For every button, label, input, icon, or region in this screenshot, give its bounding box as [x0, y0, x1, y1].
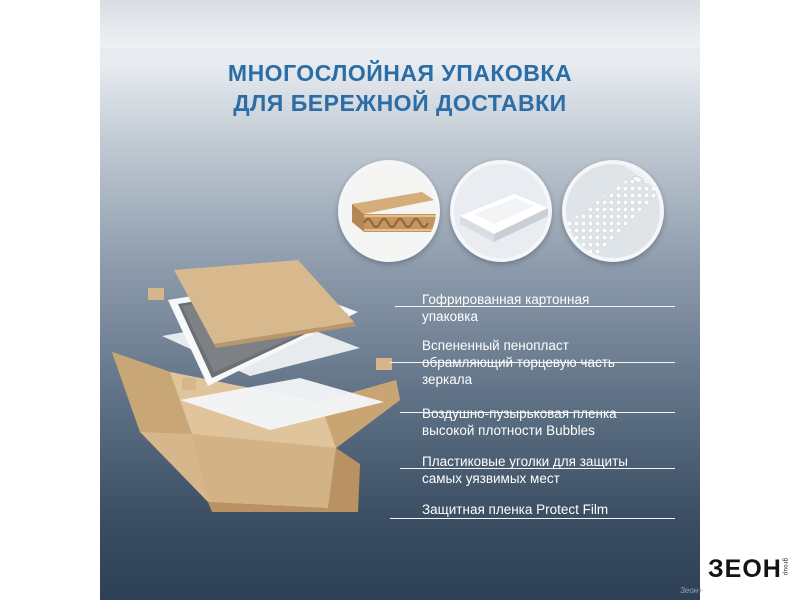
layer-label-protect-film: Защитная пленка Protect Film	[422, 502, 609, 517]
brand-logo	[700, 555, 800, 585]
watermark: Зеон+	[680, 586, 703, 595]
headline-line-2: ДЛЯ БЕРЕЖНОЙ ДОСТАВКИ	[233, 90, 567, 116]
corrugated-cardboard-sample	[338, 160, 440, 262]
brand-name: ЗЕОН	[708, 555, 782, 583]
layer-label-plastic-corners: Пластиковые уголки для защиты самых уязвимых мест	[422, 454, 628, 486]
top-band	[100, 0, 700, 48]
headline-line-1: МНОГОСЛОЙНАЯ УПАКОВКА	[227, 60, 573, 86]
layer-label-foam: Вспененный пенопласт обрамляющий торцевую часть зеркала	[422, 338, 615, 387]
packaging-layers-illustration	[100, 250, 420, 550]
product-banner	[100, 0, 700, 600]
brand-sub: group	[782, 558, 788, 576]
layer-label-bubble-film: Воздушно-пузырьковая пленка высокой плотности Bubbles	[422, 406, 617, 438]
layer-label-cardboard: Гофрированная картонная упаковка	[422, 292, 590, 324]
headline	[100, 58, 700, 118]
foam-sheet-sample	[450, 160, 552, 262]
leader-line-5	[390, 518, 675, 519]
bubble-wrap-sample	[562, 160, 664, 262]
